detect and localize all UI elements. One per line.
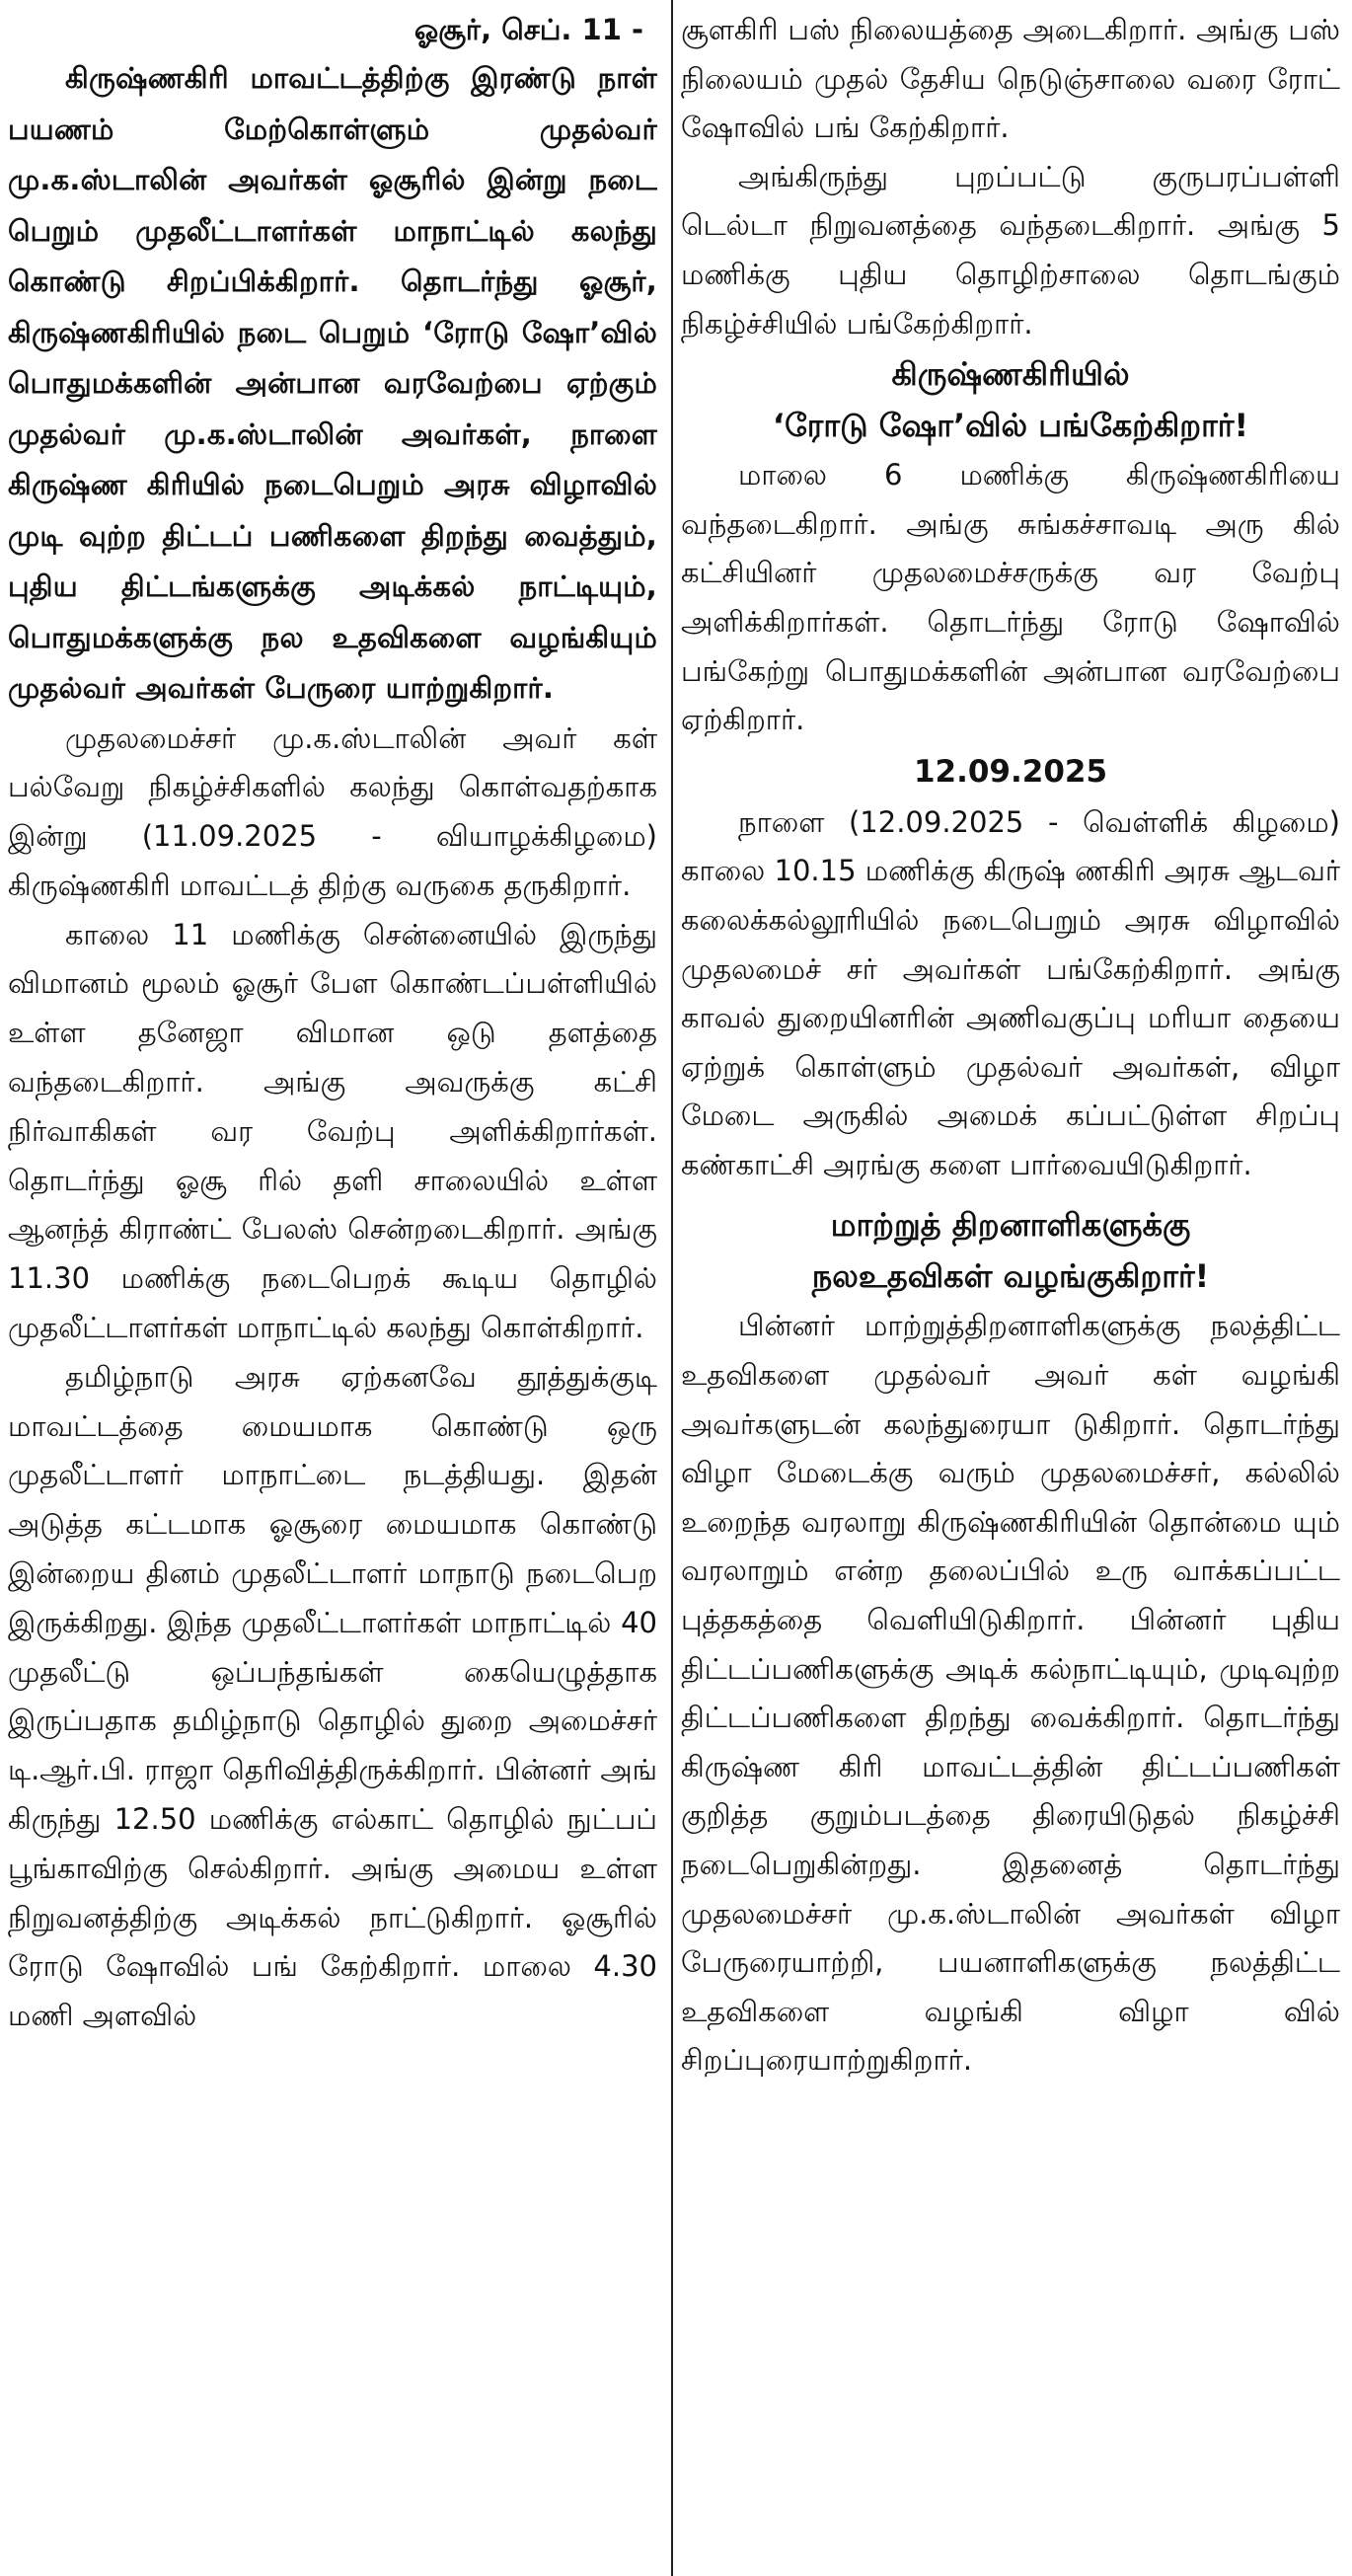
right-paragraph-4: நாளை (12.09.2025 - வெள்ளிக் கிழமை) காலை 10.15 மணிக்கு கிருஷ் ணகிரி அரசு ஆடவர் கலைக்கல்லூரியில் நடைபெறும் அரசு விழாவில் முதலமைச் சர் அவர்கள் பங்கேற்கிறார். அங்கு காவல் துறையினரின் அணிவகுப்பு மரியா தையை ஏற்றுக் கொள்ளும் முதல்வர் அவர்கள், விழா மேடை அருகில் அமைக் கப்பட்டுள்ள சிறப்பு கண்காட்சி அரங்கு களை பார்வையிடுகிறார். <box>681 804 1340 1181</box>
lead-paragraph: கிருஷ்ணகிரி மாவட்டத்திற்கு இரண்டு நாள் பயணம் மேற்கொள்ளும் முதல்வர் மு.க.ஸ்டாலின் அவர்கள் ஓசூரில் இன்று நடை பெறும் முதலீட்டாளர்கள் மாநாட்டில் கலந்து கொண்டு சிறப்பிக்கிறார். தொடர்ந்து ஓசூர், கிருஷ்ணகிரியில் நடை பெறும் ‘ரோடு ஷோ’வில் பொதுமக்களின் அன்பான வரவேற்பை ஏற்கும் முதல்வர் மு.க.ஸ்டாலின் அவர்கள், நாளை கிருஷ்ண கிரியில் நடைபெறும் அரசு விழாவில் முடி வுற்ற திட்டப் பணிகளை திறந்து வைத்தும், புதிய திட்டங்களுக்கு அடிக்கல் நாட்டியும், பொதுமக்களுக்கு நல உதவிகளை வழங்கியும் முதல்வர் அவர்கள் பேருரை யாற்றுகிறார். <box>8 61 657 705</box>
dateline: ஓசூர், செப். 11 - <box>413 13 643 46</box>
right-paragraph-2: அங்கிருந்து புறப்பட்டு குருபரப்பள்ளி டெல்டா நிறுவனத்தை வந்தடைகிறார். அங்கு 5 மணிக்கு புதிய தொழிற்சாலை தொடங்கும் நிகழ்ச்சியில் பங்கேற்கிறார். <box>681 159 1340 341</box>
body-paragraph-1: முதலமைச்சர் மு.க.ஸ்டாலின் அவர் கள் பல்வேறு நிகழ்ச்சிகளில் கலந்து கொள்வதற்காக இன்று (11.09.2025 - வியாழக்கிழமை) கிருஷ்ணகிரி மாவட்டத் திற்கு வருகை தருகிறார். <box>8 720 657 902</box>
subheading-welfare-line2: நலஉதவிகள் வழங்குகிறார்! <box>811 1257 1210 1296</box>
date-heading: 12.09.2025 <box>913 753 1108 790</box>
body-paragraph-2: காலை 11 மணிக்கு சென்னையில் இருந்து விமானம் மூலம் ஓசூர் பேள கொண்டப்பள்ளியில் உள்ள தனேஜா விமான ஒடு தளத்தை வந்தடைகிறார். அங்கு அவருக்கு கட்சி நிர்வாகிகள் வர வேற்பு அளிக்கிறார்கள். தொடர்ந்து ஓசூ ரில் தளி சாலையில் உள்ள ஆனந்த் கிராண்ட் பேலஸ் சென்றடைகிறார். அங்கு 11.30 மணிக்கு நடைபெறக் கூடிய தொழில் முதலீட்டாளர்கள் மாநாட்டில் கலந்து கொள்கிறார். <box>8 917 657 1345</box>
subheading-roadshow-line2: ‘ரோடு ஷோ’வில் பங்கேற்கிறார்! <box>772 407 1249 445</box>
body-paragraph-3: தமிழ்நாடு அரசு ஏற்கனவே தூத்துக்குடி மாவட்டத்தை மையமாக கொண்டு ஒரு முதலீட்டாளர் மாநாட்டை நடத்தியது. இதன் அடுத்த கட்டமாக ஓசூரை மையமாக கொண்டு இன்றைய தினம் முதலீட்டாளர் மாநாடு நடைபெற இருக்கிறது. இந்த முதலீட்டாளர்கள் மாநாட்டில் 40 முதலீட்டு ஒப்பந்தங்கள் கையெழுத்தாக இருப்பதாக தமிழ்நாடு தொழில் துறை அமைச்சர் டி.ஆர்.பி. ராஜா தெரிவித்திருக்கிறார். பின்னர் அங் கிருந்து 12.50 மணிக்கு எல்காட் தொழில் நுட்பப் பூங்காவிற்கு செல்கிறார். அங்கு அமைய உள்ள நிறுவனத்திற்கு அடிக்கல் நாட்டுகிறார். ஓசூரில் ரோடு ஷோவில் பங் கேற்கிறார். மாலை 4.30 மணி அளவில் <box>8 1359 657 2033</box>
subheading-welfare-line1: மாற்றுத் திறனாளிகளுக்கு <box>830 1206 1191 1245</box>
right-intro-paragraph: சூளகிரி பஸ் நிலையத்தை அடைகிறார். அங்கு பஸ் நிலையம் முதல் தேசிய நெடுஞ்சாலை வரை ரோட் ஷோவில் பங் கேற்கிறார். <box>681 13 1340 145</box>
subheading-roadshow-line1: கிருஷ்ணகிரியில் <box>891 355 1130 394</box>
left-column <box>0 0 671 2576</box>
right-paragraph-5: பின்னர் மாற்றுத்திறனாளிகளுக்கு நலத்திட்ட உதவிகளை முதல்வர் அவர் கள் வழங்கி அவர்களுடன் கலந்துரையா டுகிறார். தொடர்ந்து விழா மேடைக்கு வரும் முதலமைச்சர், கல்லில் உறைந்த வரலாறு கிருஷ்ணகிரியின் தொன்மை யும் வரலாறும் என்ற தலைப்பில் உரு வாக்கப்பட்ட புத்தகத்தை வெளியிடுகிறார். பின்னர் புதிய திட்டப்பணிகளுக்கு அடிக் கல்நாட்டியும், முடிவுற்ற திட்டப்பணிகளை திறந்து வைக்கிறார். தொடர்ந்து கிருஷ்ண கிரி மாவட்டத்தின் திட்டப்பணிகள் குறித்த குறும்படத்தை திரையிடுதல் நிகழ்ச்சி நடைபெறுகின்றது. இதனைத் தொடர்ந்து முதலமைச்சர் மு.க.ஸ்டாலின் அவர்கள் விழா பேருரையாற்றி, பயனாளிகளுக்கு நலத்திட்ட உதவிகளை வழங்கி விழா வில் சிறப்புரையாற்றுகிறார். <box>681 1309 1340 2078</box>
right-paragraph-3: மாலை 6 மணிக்கு கிருஷ்ணகிரியை வந்தடைகிறார். அங்கு சுங்கச்சாவடி அரு கில் கட்சியினர் முதலமைச்சருக்கு வர வேற்பு அளிக்கிறார்கள். தொடர்ந்து ரோடு ஷோவில் பங்கேற்று பொதுமக்களின் அன்பான வரவேற்பை ஏற்கிறார். <box>681 458 1340 737</box>
right-column <box>671 0 1352 2576</box>
